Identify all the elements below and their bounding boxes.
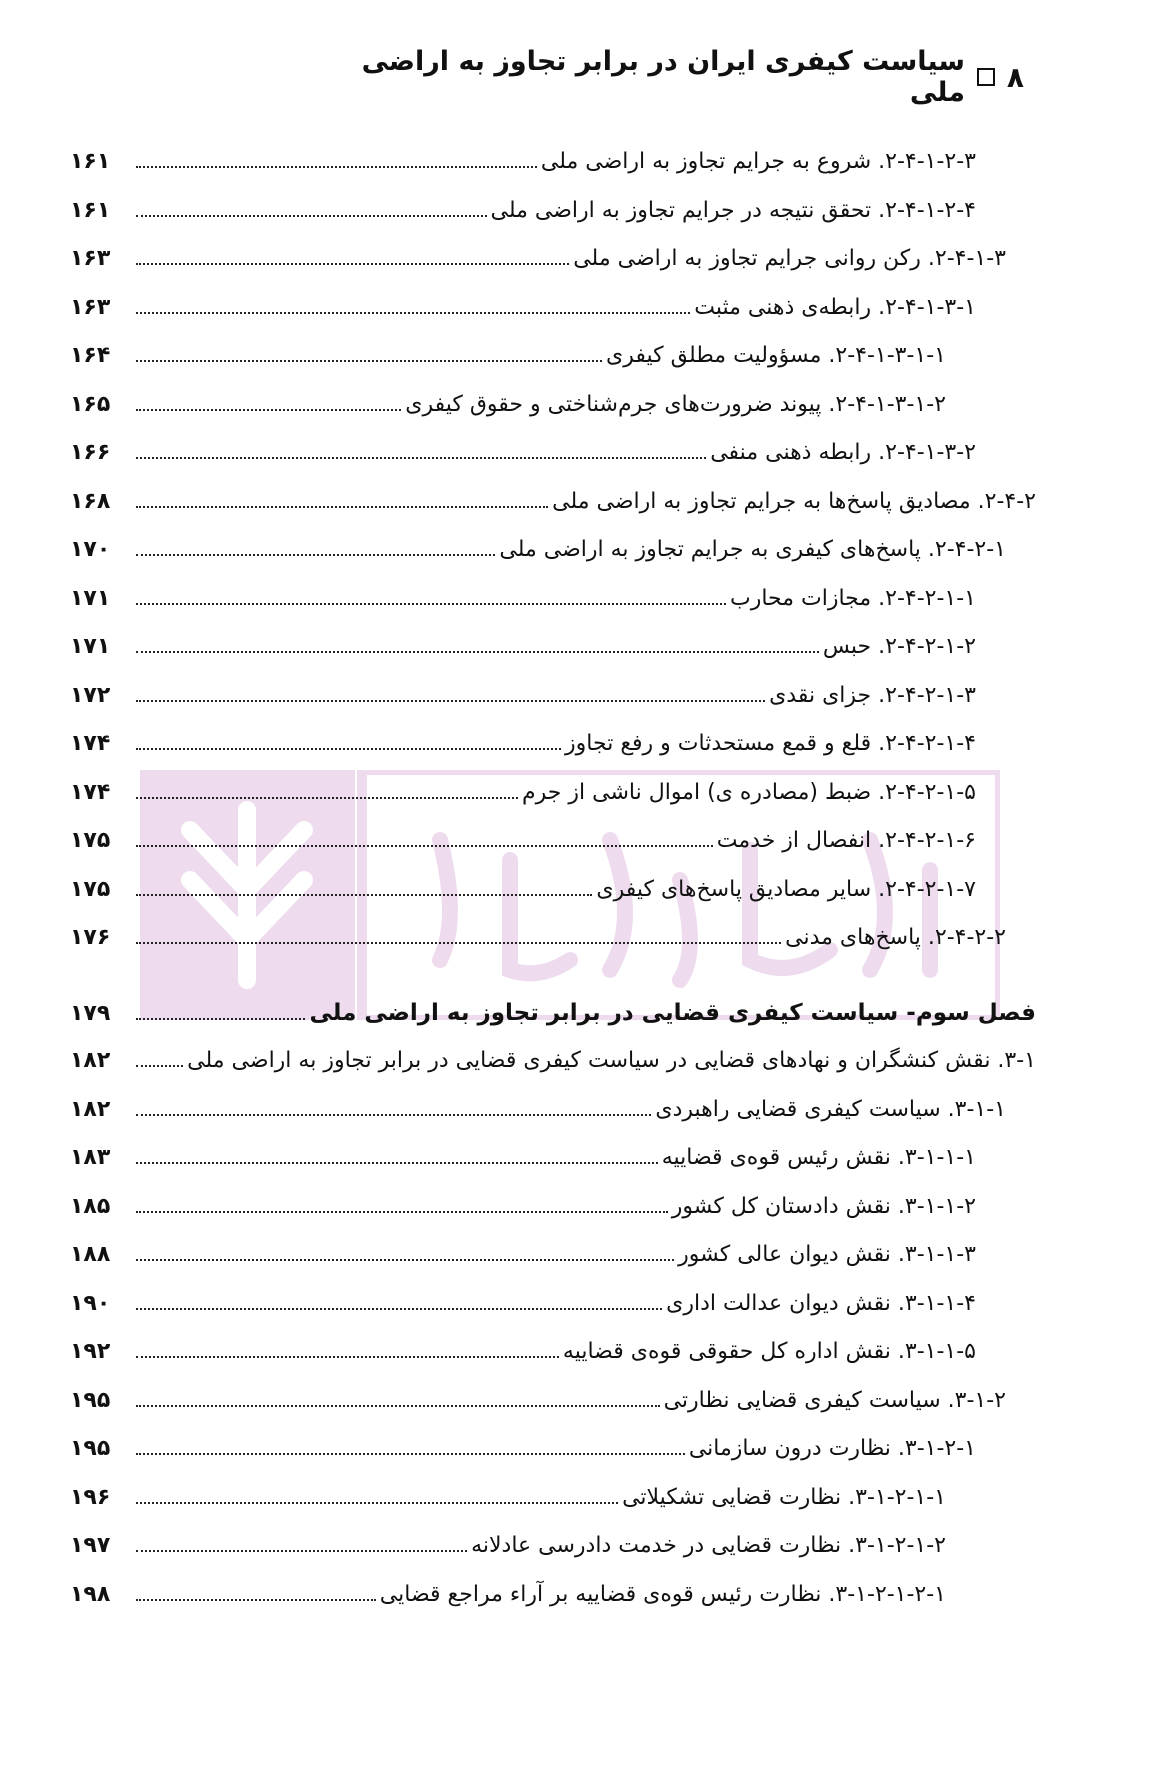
toc-entry <box>70 1474 1036 1523</box>
dot-leader <box>136 506 548 508</box>
toc-entry-page: ۱۷۲ <box>70 682 111 708</box>
toc-entry-title: ۲-۴-۱-۳. رکن روانی جرایم تجاوز به اراضی ملی <box>573 246 1006 271</box>
dot-leader <box>136 1308 662 1310</box>
dot-leader <box>136 845 713 847</box>
dot-leader <box>136 748 561 750</box>
toc-entry <box>70 381 1036 430</box>
toc-entry-title: ۲-۴-۲-۱-۵. ضبط (مصادره ی) اموال ناشی از جرم <box>522 779 976 805</box>
toc-entry-title: ۳-۱-۲-۱. نظارت درون سازمانی <box>688 1436 976 1461</box>
toc-entry-title: ۳-۱-۱. سیاست کیفری قضایی راهبردی <box>655 1096 1006 1122</box>
toc-entry-title: ۲-۴-۱-۳-۱-۱. مسؤولیت مطلق کیفری <box>606 343 946 368</box>
toc-entry <box>70 720 1036 769</box>
toc-entry-title: ۲-۴-۲-۲. پاسخ‌های مدنی <box>785 925 1006 950</box>
dot-leader <box>136 1065 183 1067</box>
toc-entry-page: ۱۷۵ <box>70 876 111 902</box>
square-bullet-icon <box>977 68 995 86</box>
dot-leader <box>136 360 602 362</box>
toc-entry-page: ۱۶۱ <box>70 197 111 223</box>
toc-entry-page: ۱۷۵ <box>70 828 111 853</box>
toc-entry <box>70 1328 1036 1377</box>
dot-leader <box>136 1453 685 1455</box>
toc-entry <box>70 1571 1036 1620</box>
dot-leader <box>136 409 401 411</box>
toc-entry <box>70 914 1036 963</box>
toc-entry-page: ۱۸۵ <box>70 1193 111 1219</box>
toc-entry-title: ۳-۱-۱-۵. نقش اداره کل حقوقی قوه‌ی قضاییه <box>562 1339 976 1364</box>
table-of-contents <box>70 138 1036 1619</box>
toc-entry-page: ۱۶۵ <box>70 391 111 417</box>
dot-leader <box>136 1405 660 1407</box>
toc-entry-page: ۱۹۷ <box>70 1533 111 1558</box>
toc-entry-page: ۱۸۸ <box>70 1242 111 1267</box>
toc-entry <box>70 1425 1036 1474</box>
page-header <box>300 46 1024 108</box>
toc-entry-page: ۱۶۸ <box>70 488 111 514</box>
toc-entry-page: ۱۷۹ <box>70 1000 111 1026</box>
toc-entry-title: ۳-۱-۲-۱-۱. نظارت قضایی تشکیلاتی <box>622 1484 946 1510</box>
dot-leader <box>136 1162 658 1164</box>
toc-entry-title: ۳-۱-۲. سیاست کیفری قضایی نظارتی <box>663 1387 1006 1413</box>
chapter-entry <box>70 989 1036 1038</box>
toc-entry-title: ۲-۴-۲-۱-۴. قلع و قمع مستحدثات و رفع تجاوز <box>565 731 976 756</box>
toc-entry-page: ۱۶۴ <box>70 343 111 368</box>
toc-entry <box>70 332 1036 381</box>
dot-leader <box>136 263 569 265</box>
dot-leader <box>136 1550 467 1552</box>
toc-entry <box>70 1377 1036 1426</box>
toc-entry <box>70 235 1036 284</box>
toc-entry <box>70 866 1036 915</box>
toc-entry <box>70 1280 1036 1329</box>
toc-entry-page: ۱۶۳ <box>70 294 111 320</box>
toc-entry-page: ۱۹۵ <box>70 1436 111 1461</box>
dot-leader <box>136 166 537 168</box>
toc-entry-page: ۱۶۶ <box>70 440 111 465</box>
toc-entry-page: ۱۹۸ <box>70 1581 111 1607</box>
toc-entry-page: ۱۹۰ <box>70 1290 111 1316</box>
toc-entry <box>70 1522 1036 1571</box>
toc-entry-page: ۱۶۱ <box>70 149 111 174</box>
dot-leader <box>136 942 781 944</box>
dot-leader <box>136 1599 376 1601</box>
dot-leader <box>136 603 726 605</box>
toc-entry-title: ۳-۱-۲-۱-۲-۱. نظارت رئیس قوه‌ی قضاییه بر آراء مراجع قضایی <box>379 1581 946 1607</box>
dot-leader <box>136 1356 559 1358</box>
page-number: ۸ <box>1006 60 1024 94</box>
dot-leader <box>136 1211 668 1213</box>
toc-entry-page: ۱۹۵ <box>70 1387 111 1413</box>
toc-entry <box>70 526 1036 575</box>
toc-entry-title: ۲-۴-۲-۱-۱. مجازات محارب <box>730 585 976 611</box>
toc-entry-page: ۱۷۴ <box>70 731 111 756</box>
toc-entry <box>70 478 1036 527</box>
dot-leader <box>136 1018 305 1020</box>
toc-entry-title: ۳-۱-۱-۱. نقش رئیس قوه‌ی قضاییه <box>661 1145 976 1170</box>
dot-leader <box>136 651 819 653</box>
dot-leader <box>136 894 592 896</box>
toc-entry <box>70 1134 1036 1183</box>
toc-entry <box>70 138 1036 187</box>
toc-entry <box>70 769 1036 818</box>
toc-entry-title: ۲-۴-۲. مصادیق پاسخ‌ها به جرایم تجاوز به اراضی ملی <box>552 488 1036 514</box>
toc-entry-title: ۲-۴-۲-۱-۳. جزای نقدی <box>769 682 976 708</box>
dot-leader <box>136 1259 674 1261</box>
toc-entry-title: ۳-۱-۱-۲. نقش دادستان کل کشور <box>671 1193 976 1219</box>
toc-entry-title: ۲-۴-۲-۱-۶. انفصال از خدمت <box>716 828 976 853</box>
toc-entry-title: فصل سوم- سیاست کیفری قضایی در برابر تجاوز به اراضی ملی <box>309 999 1036 1026</box>
toc-entry-page: ۱۷۶ <box>70 925 111 950</box>
toc-entry-title: ۲-۴-۱-۲-۴. تحقق نتیجه در جرایم تجاوز به اراضی ملی <box>490 197 976 223</box>
toc-entry-page: ۱۷۴ <box>70 779 111 805</box>
dot-leader <box>136 215 487 217</box>
toc-entry-title: ۳-۱-۱-۳. نقش دیوان عالی کشور <box>678 1242 976 1267</box>
toc-entry <box>70 1183 1036 1232</box>
toc-entry <box>70 1086 1036 1135</box>
dot-leader <box>136 457 706 459</box>
dot-leader <box>136 312 690 314</box>
toc-entry-page: ۱۷۰ <box>70 537 111 562</box>
toc-entry <box>70 429 1036 478</box>
toc-entry <box>70 672 1036 721</box>
dot-leader <box>136 700 765 702</box>
toc-entry-title: ۲-۴-۱-۳-۲. رابطه ذهنی منفی <box>710 440 976 465</box>
toc-entry-title: ۲-۴-۲-۱-۲. حبس <box>822 634 976 659</box>
toc-entry-title: ۳-۱-۲-۱-۲. نظارت قضایی در خدمت دادرسی عادلانه <box>471 1533 946 1558</box>
toc-entry-title: ۳-۱-۱-۴. نقش دیوان عدالت اداری <box>666 1290 976 1316</box>
running-title: سیاست کیفری ایران در برابر تجاوز به اراضی ملی <box>361 46 965 108</box>
toc-entry-title: ۲-۴-۲-۱-۷. سایر مصادیق پاسخ‌های کیفری <box>596 876 976 902</box>
toc-entry-page: ۱۶۳ <box>70 246 111 271</box>
toc-entry-title: ۲-۴-۱-۳-۱-۲. پیوند ضرورت‌های جرم‌شناختی و حقوق کیفری <box>405 391 946 417</box>
toc-entry-page: ۱۸۲ <box>70 1048 111 1073</box>
toc-entry <box>70 1231 1036 1280</box>
dot-leader <box>136 1502 618 1504</box>
toc-entry-page: ۱۹۶ <box>70 1484 111 1510</box>
toc-entry <box>70 187 1036 236</box>
toc-entry <box>70 284 1036 333</box>
toc-entry-title: ۲-۴-۱-۲-۳. شروع به جرایم تجاوز به اراضی ملی <box>540 149 976 174</box>
toc-entry <box>70 817 1036 866</box>
toc-entry-page: ۱۸۳ <box>70 1145 111 1170</box>
dot-leader <box>136 554 495 556</box>
toc-entry-page: ۱۷۱ <box>70 585 111 611</box>
toc-entry <box>70 623 1036 672</box>
toc-entry <box>70 1037 1036 1086</box>
toc-entry-title: ۲-۴-۲-۱. پاسخ‌های کیفری به جرایم تجاوز به اراضی ملی <box>499 537 1006 562</box>
toc-entry-title: ۳-۱. نقش کنشگران و نهادهای قضایی در سیاست کیفری قضایی در برابر تجاوز به اراضی ملی <box>187 1048 1036 1073</box>
toc-entry-page: ۱۸۲ <box>70 1096 111 1122</box>
toc-entry-title: ۲-۴-۱-۳-۱. رابطه‌ی ذهنی مثبت <box>694 294 976 320</box>
toc-entry-page: ۱۷۱ <box>70 634 111 659</box>
toc-entry-page: ۱۹۲ <box>70 1339 111 1364</box>
dot-leader <box>136 797 518 799</box>
toc-entry <box>70 575 1036 624</box>
dot-leader <box>136 1114 651 1116</box>
